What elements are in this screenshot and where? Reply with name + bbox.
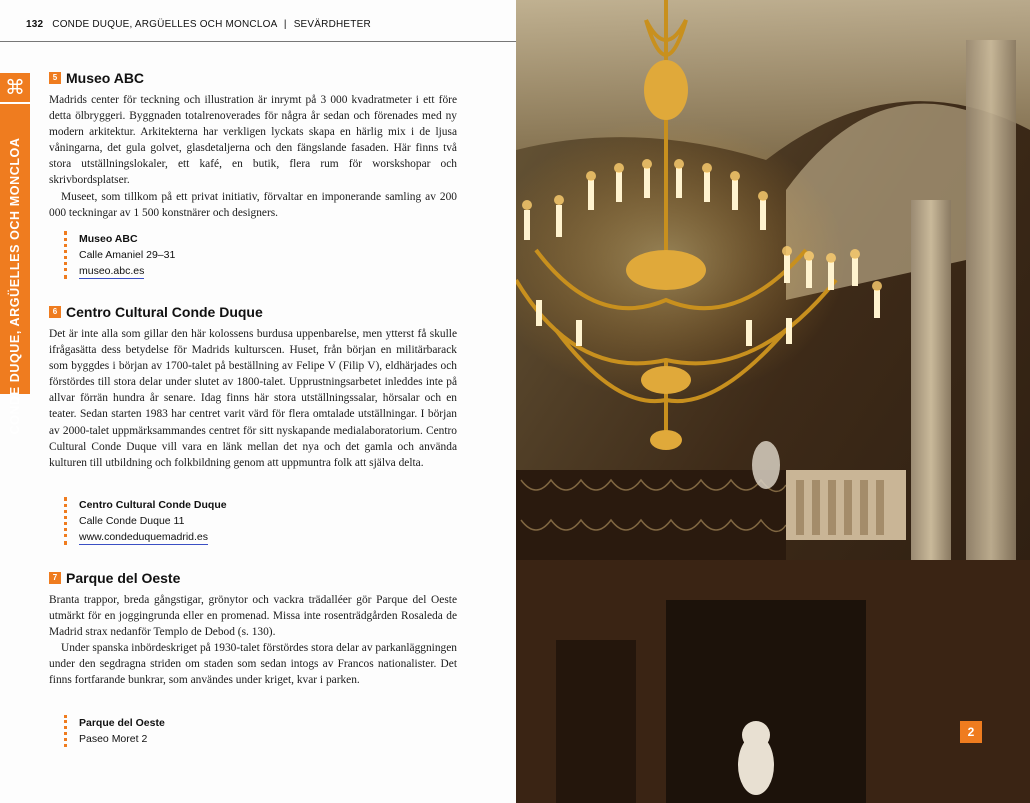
info-box-museo-abc xyxy=(64,231,379,279)
entry-paragraph: Det är inte alla som gillar den här kolossens burdusa uppenbarelse, men ytterst få skulle ifrågasätta dess betydelse för Madrids kulturscen. Huset, från början en militärbarack som byggdes i början av 1700-talet på beställning av Felipe V (Filip V), eldhärjades och förstördes till stora delar under slutet av 1800-talet. Upprustningsarbetet inleddes inte på allvar förrän hundra år senare. Idag finns här stora utställningssalar, hörsalar och en teater. Sedan starten 1983 har centret varit värd för flera omtalade utställningar. I början av 2000-talet uppmärksammandes centret för sitt nyskapande medialaboratorium. Centro Cultural Conde Duque vill vara en länk mellan det nya och det gamla och använda kulturen till utbildning och folkbildning genom att uppmuntra folk att själva delta. xyxy=(49,328,457,469)
entry-number-badge: 7 xyxy=(49,572,61,584)
entry-paragraph: Branta trappor, breda gångstigar, grönytor och vackra trädalléer gör Parque del Oeste utmärkt för en joggingrunda eller en promenad. Missa inte rosenträdgården Rosaleda de Madrid strax nedanför Templo de Debod (s. 130). xyxy=(49,594,457,639)
header-rule xyxy=(0,41,516,42)
info-name: Centro Cultural Conde Duque xyxy=(79,499,227,511)
entry-paragraph: Under spanska inbördeskriget på 1930-talet förstördes stora delar av parkanläggningen under den segdragna striden om staden som sedan intogs av Francos nationalister. Det finns fortfarande bunkrar, som användes under kriget, kvar i parken. xyxy=(49,642,457,687)
side-tab-divider xyxy=(0,102,30,104)
running-head xyxy=(26,19,516,41)
entry-paragraph: Madrids center för teckning och illustration är inrymt på 3 000 kvadratmeter i ett före detta ölbryggeri. Byggnaden totalrenoverades för några år sedan och förenades med ny modern arkitektur. Arkitekterna har verkligen lyckats skapa en härlig mix i de ljusa våningarna, det gula golvet, glasdetaljerna och den fängslande fasaden. Här finns två stora utställningslokaler, ett kafé, en butik, flera rum för worskshopar och skrivbordsplatser. xyxy=(49,94,457,187)
side-tab-label: CONDE DUQUE, ARGÜELLES OCH MONCLOA xyxy=(8,137,22,435)
entry-parque-del-oeste xyxy=(49,569,457,689)
running-section: SEVÄRDHETER xyxy=(293,19,371,30)
photo-page xyxy=(516,0,1030,803)
info-address: Calle Amaniel 29–31 xyxy=(79,249,176,261)
photo-number-badge: 2 xyxy=(960,721,982,743)
entry-number-badge: 6 xyxy=(49,306,61,318)
entry-number-badge: 5 xyxy=(49,72,61,84)
page-number: 132 xyxy=(26,19,44,30)
entry-heading xyxy=(49,69,457,87)
chapter-side-tab xyxy=(0,73,30,435)
looped-square-icon: ⌘ xyxy=(5,75,25,99)
entry-paragraph: Museet, som tillkom på ett privat initiativ, förvaltar en imponerande samling av 200 000 teckningar av 1 500 konstnärer och designers. xyxy=(49,190,457,219)
entry-museo-abc xyxy=(49,69,457,221)
entry-title: Parque del Oeste xyxy=(66,570,181,586)
entry-title: Museo ABC xyxy=(66,70,145,86)
website-link[interactable]: www.condeduquemadrid.es xyxy=(79,531,208,543)
info-box-parque-del-oeste xyxy=(64,715,379,747)
entry-title: Centro Cultural Conde Duque xyxy=(66,304,263,320)
running-head-separator: | xyxy=(283,19,287,30)
running-title: CONDE DUQUE, ARGÜELLES OCH MONCLOA xyxy=(52,19,277,30)
entry-heading xyxy=(49,303,457,321)
info-name: Museo ABC xyxy=(79,233,138,245)
info-box-centro-cultural xyxy=(64,497,379,545)
info-name: Parque del Oeste xyxy=(79,717,165,729)
entry-centro-cultural-conde-duque xyxy=(49,303,457,471)
entry-heading xyxy=(49,569,457,587)
website-link[interactable]: museo.abc.es xyxy=(79,265,145,277)
chandelier-photo xyxy=(516,0,1030,803)
info-address: Paseo Moret 2 xyxy=(79,733,148,745)
info-address: Calle Conde Duque 11 xyxy=(79,515,185,527)
